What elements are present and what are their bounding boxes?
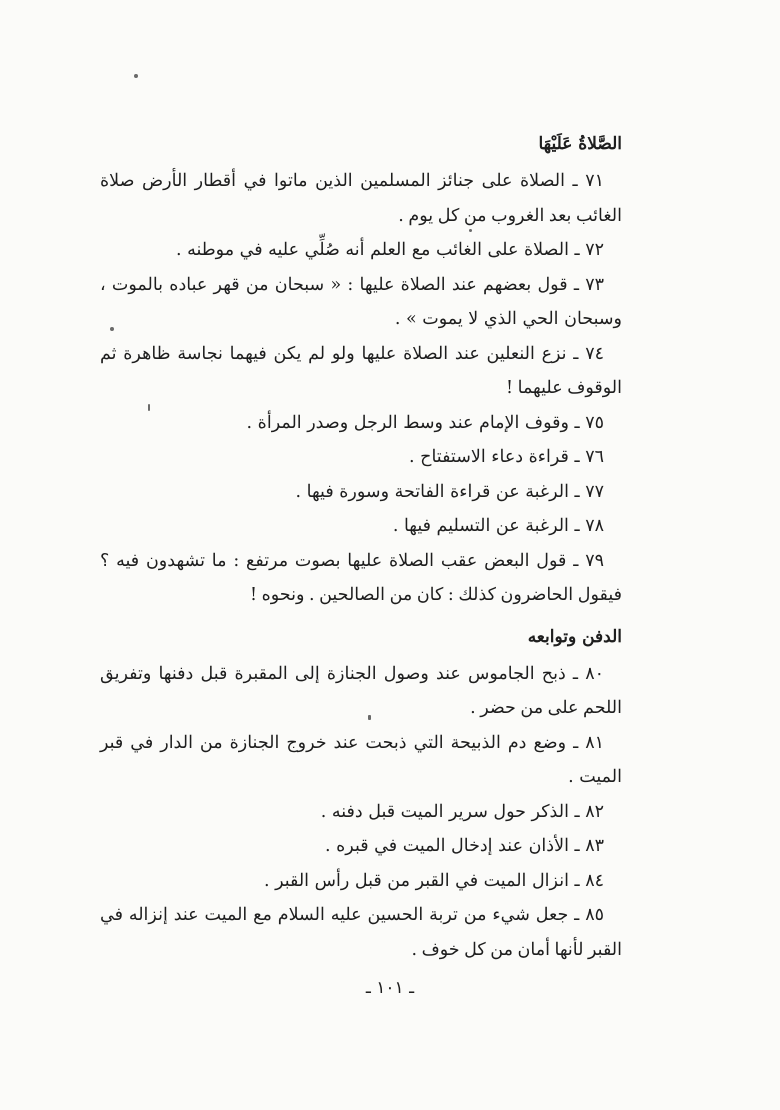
list-item: ٨٤ ـ انزال الميت في القبر من قبل رأس القبر . — [263, 870, 604, 891]
list-item: ٧٩ ـ قول البعض عقب الصلاة عليها بصوت مرتفع : ما تشهدون فيه ؟ فيقول الحاضرون كذلك : كان من الصالحين . ونحوه ! — [100, 550, 622, 605]
page-content — [100, 128, 622, 967]
list-item: ٧٥ ـ وقوف الإمام عند وسط الرجل وصدر المرأة . — [246, 412, 604, 433]
list-item: ٨٠ ـ ذبح الجاموس عند وصول الجنازة إلى المقبرة قبل دفنها وتفريق اللحم على من حضر . — [100, 663, 622, 718]
list-item: ٨٣ ـ الأذان عند إدخال الميت في قبره . — [325, 836, 604, 856]
list-item: ٨٥ ـ جعل شيء من تربة الحسين عليه السلام مع الميت عند إنزاله في القبر لأنها أمان من كل خوف . — [100, 905, 622, 960]
list-item: ٨٢ ـ الذكر حول سرير الميت قبل دفنه . — [320, 801, 604, 822]
list-item: ٨١ ـ وضع دم الذبيحة التي ذبحت عند خروج الجنازة من الدار في قبر الميت . — [100, 732, 622, 787]
list-item: ٧٣ ـ قول بعضهم عند الصلاة عليها : « سبحان من قهر عباده بالموت ، وسبحان الحي الذي لا يموت » . — [100, 274, 622, 329]
page-number: ـ ١٠١ ـ — [365, 978, 415, 998]
list-item: ٧٨ ـ الرغبة عن التسليم فيها . — [392, 516, 604, 536]
list-item: ٧٢ ـ الصلاة على الغائب مع العلم أنه صُلِّي عليه في موطنه . — [175, 240, 604, 260]
list-item: ٧٧ ـ الرغبة عن قراءة الفاتحة وسورة فيها . — [295, 481, 604, 502]
list-item: ٧١ ـ الصلاة على جنائز المسلمين الذين ماتوا في أقطار الأرض صلاة الغائب بعد الغروب من كل يوم . — [100, 171, 622, 226]
list-item: ٧٦ ـ قراءة دعاء الاستفتاح . — [409, 447, 604, 467]
section-heading: الصَّلاةُ عَلَيْهَا — [538, 134, 622, 154]
list-item: ٧٤ ـ نزع النعلين عند الصلاة عليها ولو لم يكن فيهما نجاسة ظاهرة ثم الوقوف عليهما ! — [100, 343, 622, 398]
scan-speck — [134, 74, 138, 78]
section-heading: الدفن وتوابعه — [527, 626, 622, 647]
